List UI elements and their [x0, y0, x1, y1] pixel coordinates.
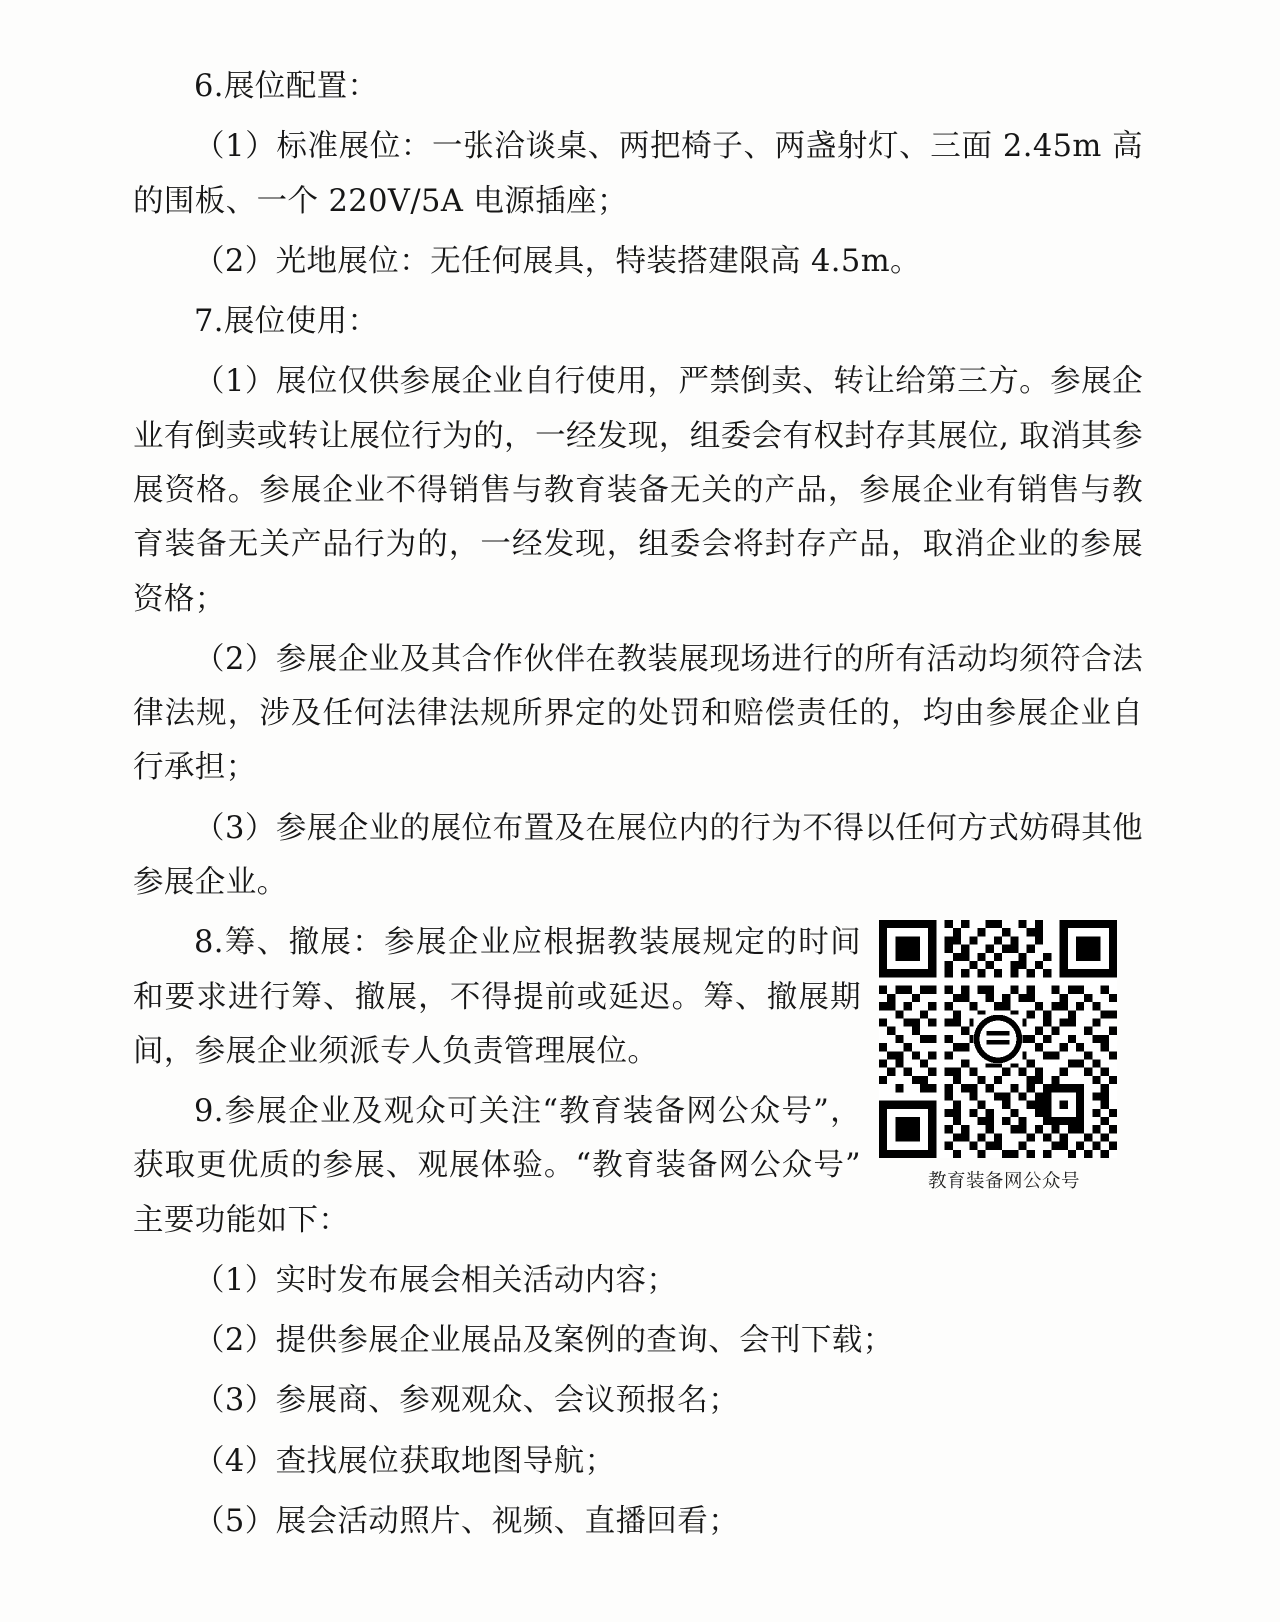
- paragraph-9-5: （5）展会活动照片、视频、直播回看；: [194, 1504, 740, 1540]
- document-body: [133, 60, 1143, 1555]
- qr-code-image: [879, 920, 1117, 1158]
- paragraph-9-4: （4）查找展位获取地图导航；: [194, 1443, 616, 1479]
- qr-code-block: [879, 920, 1129, 1193]
- paragraph-7-heading: 7.展位使用：: [194, 304, 379, 340]
- paragraph-6-2: （2）光地展位：无任何展具，特装搭建限高 4.5m。: [194, 243, 921, 279]
- paragraph-8: 8.筹、撤展：参展企业应根据教装展规定的时间和要求进行筹、撤展，不得提前或延迟。筹、撤展期间，参展企业须派专人负责管理展位。: [133, 925, 861, 1069]
- paragraph-7-1: （1）展位仅供参展企业自行使用，严禁倒卖、转让给第三方。参展企业有倒卖或转让展位行为的，一经发现，组委会有权封存其展位, 取消其参展资格。参展企业不得销售与教育装备无关的产品，参展企业有销售与教育装备无关产品行为的，一经发现，组委会将封存产品，取消企业的参展资格；: [133, 364, 1143, 617]
- paragraph-9-2: （2）提供参展企业展品及案例的查询、会刊下载；: [194, 1323, 894, 1359]
- paragraph-9-3: （3）参展商、参观观众、会议预报名；: [194, 1383, 740, 1419]
- qr-center-logo: [973, 1015, 1022, 1064]
- paragraph-7-2: （2）参展企业及其合作伙伴在教装展现场进行的所有活动均须符合法律法规，涉及任何法律法规所界定的处罚和赔偿责任的，均由参展企业自行承担；: [133, 641, 1143, 786]
- paragraph-6-heading: 6.展位配置：: [194, 69, 379, 104]
- paragraph-9-heading: 9.参展企业及观众可关注“教育装备网公众号”，获取更优质的参展、观展体验。“教育装备网公众号”主要功能如下：: [133, 1094, 861, 1238]
- paragraph-6-1: （1）标准展位：一张洽谈桌、两把椅子、两盏射灯、三面 2.45m 高的围板、一个 220V/5A 电源插座；: [133, 129, 1143, 219]
- qr-code-svg: [879, 920, 1117, 1158]
- paragraph-7-3: （3）参展企业的展位布置及在展位内的行为不得以任何方式妨碍其他参展企业。: [133, 810, 1143, 900]
- paragraph-9-1: （1）实时发布展会相关活动内容；: [194, 1262, 678, 1298]
- qr-code-caption: 教育装备网公众号: [927, 1171, 1080, 1193]
- qr-wrap-zone: [133, 916, 1143, 1248]
